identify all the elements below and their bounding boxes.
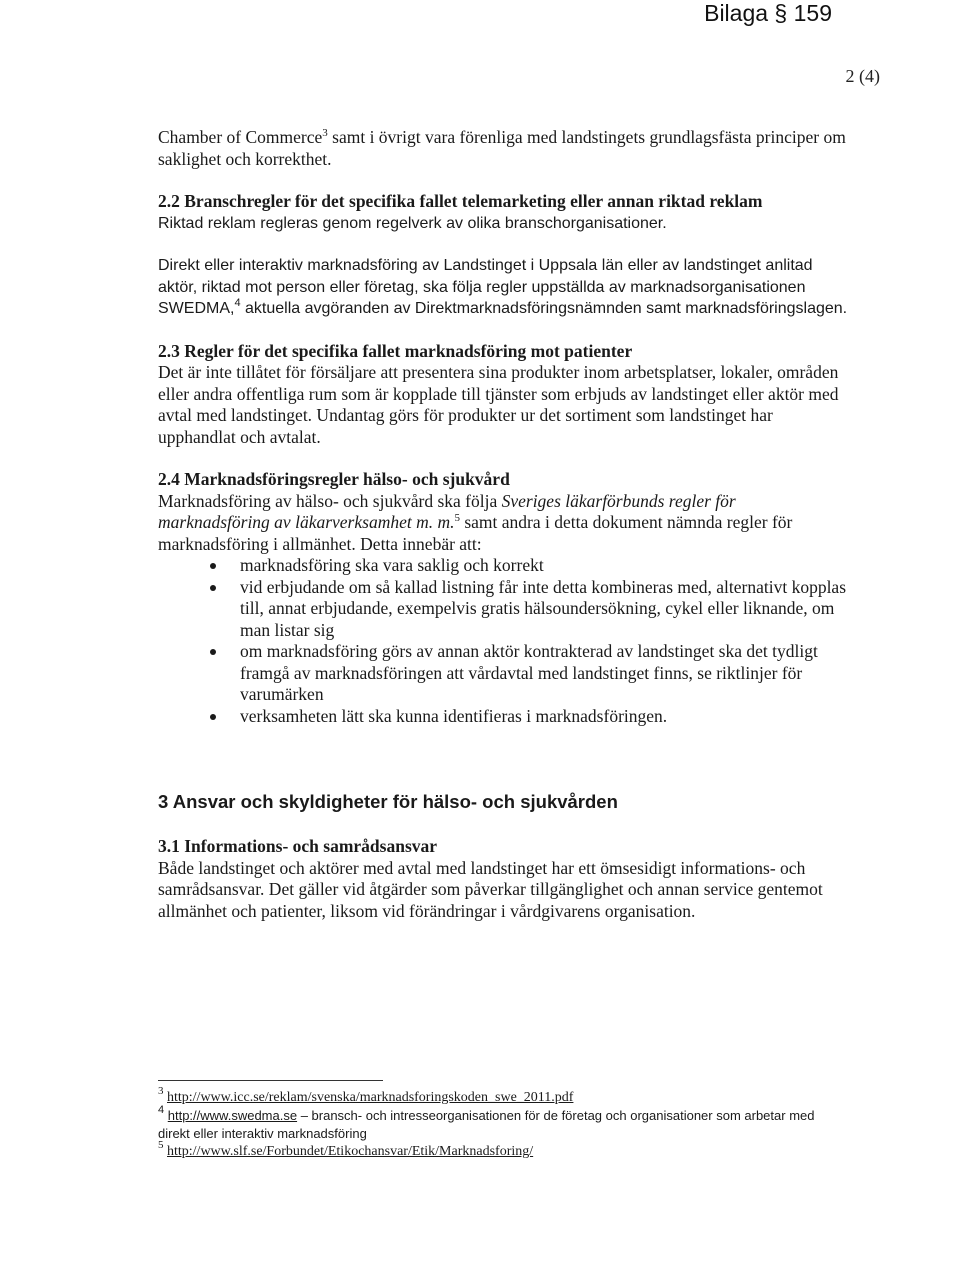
intro-text-a: Chamber of Commerce bbox=[158, 127, 323, 147]
intro-text-b: samt i övrigt vara förenliga med landstingets grundlagsfästa principer om saklighet och korrekthet. bbox=[158, 127, 846, 169]
section-2-4-paragraph bbox=[158, 491, 848, 556]
footnote-3 bbox=[158, 1085, 848, 1107]
footnote-divider bbox=[158, 1080, 383, 1081]
section-2-2-text-b: aktuella avgöranden av Direktmarknadsföringsnämnden samt marknadsföringslagen. bbox=[240, 300, 848, 317]
footnote-4 bbox=[158, 1104, 848, 1143]
section-2-3-heading: 2.3 Regler för det specifika fallet marknadsföring mot patienter bbox=[158, 340, 633, 361]
footnote-3-link[interactable]: http://www.icc.se/reklam/svenska/marknadsforingskoden_swe_2011.pdf bbox=[167, 1090, 574, 1105]
footnote-ref-5: 5 bbox=[454, 512, 460, 524]
footnotes bbox=[158, 1080, 848, 1161]
footnote-ref-4: 4 bbox=[234, 297, 241, 309]
footnote-5-number: 5 bbox=[158, 1139, 164, 1151]
section-2-4-text-b: samt andra i detta dokument nämnda regler för marknadsföring i allmänhet. Detta innebär att: bbox=[158, 512, 793, 554]
section-3-1-heading: 3.1 Informations- och samrådsansvar bbox=[158, 836, 438, 856]
footnote-5 bbox=[158, 1139, 848, 1161]
section-2-2-text-a: Direkt eller interaktiv marknadsföring av Landstinget i Uppsala län eller av landstinget anlitad aktör, riktad mot person eller företag, ska följa regler uppställda av marknadsorganisationen SWEDMA, bbox=[158, 257, 813, 317]
footnote-3-number: 3 bbox=[158, 1085, 164, 1097]
bullet-item: om marknadsföring görs av annan aktör kontrakterad av landstinget ska det tydligt framgå av marknadsföringen att vårdavtal med landstinget finns, se riktlinjer för varumärken bbox=[158, 641, 848, 706]
footnote-4-text: – bransch- och intresseorganisationen för de företag och organisationer som arbetar med direkt eller interaktiv marknadsföring bbox=[158, 1108, 815, 1141]
page-number: 2 (4) bbox=[845, 66, 880, 86]
section-3-1-paragraph: Både landstinget och aktörer med avtal med landstinget har ett ömsesidigt informations- och samrådsansvar. Det gäller vid åtgärder som påverkar tillgänglighet och annan service gentemot allmänhet och patienter, liksom vid förändringar i vårdgivarens organisation. bbox=[158, 857, 823, 921]
footnote-4-link[interactable]: http://www.swedma.se bbox=[167, 1108, 298, 1123]
appendix-label: Bilaga § 159 bbox=[704, 0, 832, 26]
footnote-4-number: 4 bbox=[158, 1104, 165, 1116]
intro-paragraph bbox=[158, 127, 848, 170]
bullet-list bbox=[158, 555, 848, 727]
bullet-item: marknadsföring ska vara saklig och korrekt bbox=[158, 555, 848, 577]
section-2-4-italic-title: Sveriges läkarförbunds regler för marknadsföring av läkarverksamhet m. m. bbox=[158, 490, 736, 532]
footnote-ref-3: 3 bbox=[322, 127, 328, 139]
section-3-heading: 3 Ansvar och skyldigheter för hälso- och sjukvården bbox=[158, 791, 618, 812]
bullet-item: verksamheten lätt ska kunna identifieras i marknadsföringen. bbox=[158, 706, 848, 728]
footnote-5-link[interactable]: http://www.slf.se/Forbundet/Etikochansvar/Etik/Marknadsforing/ bbox=[167, 1144, 534, 1159]
section-2-3-paragraph: Det är inte tillåtet för försäljare att presentera sina produkter inom arbetsplatser, lokaler, områden eller andra offentliga rum som är kopplade till tjänster som erbjuds av landstinget eller aktör med avtal med landstinget. Undantag görs för produkter ur det sortiment som landstinget har upphandlat och avtalat. bbox=[158, 362, 839, 447]
section-2-4-text-a: Marknadsföring av hälso- och sjukvård ska följa bbox=[158, 490, 502, 511]
section-2-4-heading: 2.4 Marknadsföringsregler hälso- och sjukvård bbox=[158, 469, 510, 489]
section-2-2-heading: 2.2 Branschregler för det specifika fallet telemarketing eller annan riktad reklam bbox=[158, 191, 763, 211]
bullet-item: vid erbjudande om så kallad listning får inte detta kombineras med, alternativt kopplas till, annat erbjudande, exempelvis gratis hälsoundersökning, cykel eller liknande, om man listar sig bbox=[158, 577, 848, 642]
section-2-2-paragraph-2 bbox=[158, 255, 848, 320]
section-2-2-paragraph-1: Riktad reklam regleras genom regelverk av olika branschorganisationer. bbox=[158, 214, 667, 232]
document-body bbox=[158, 127, 848, 922]
